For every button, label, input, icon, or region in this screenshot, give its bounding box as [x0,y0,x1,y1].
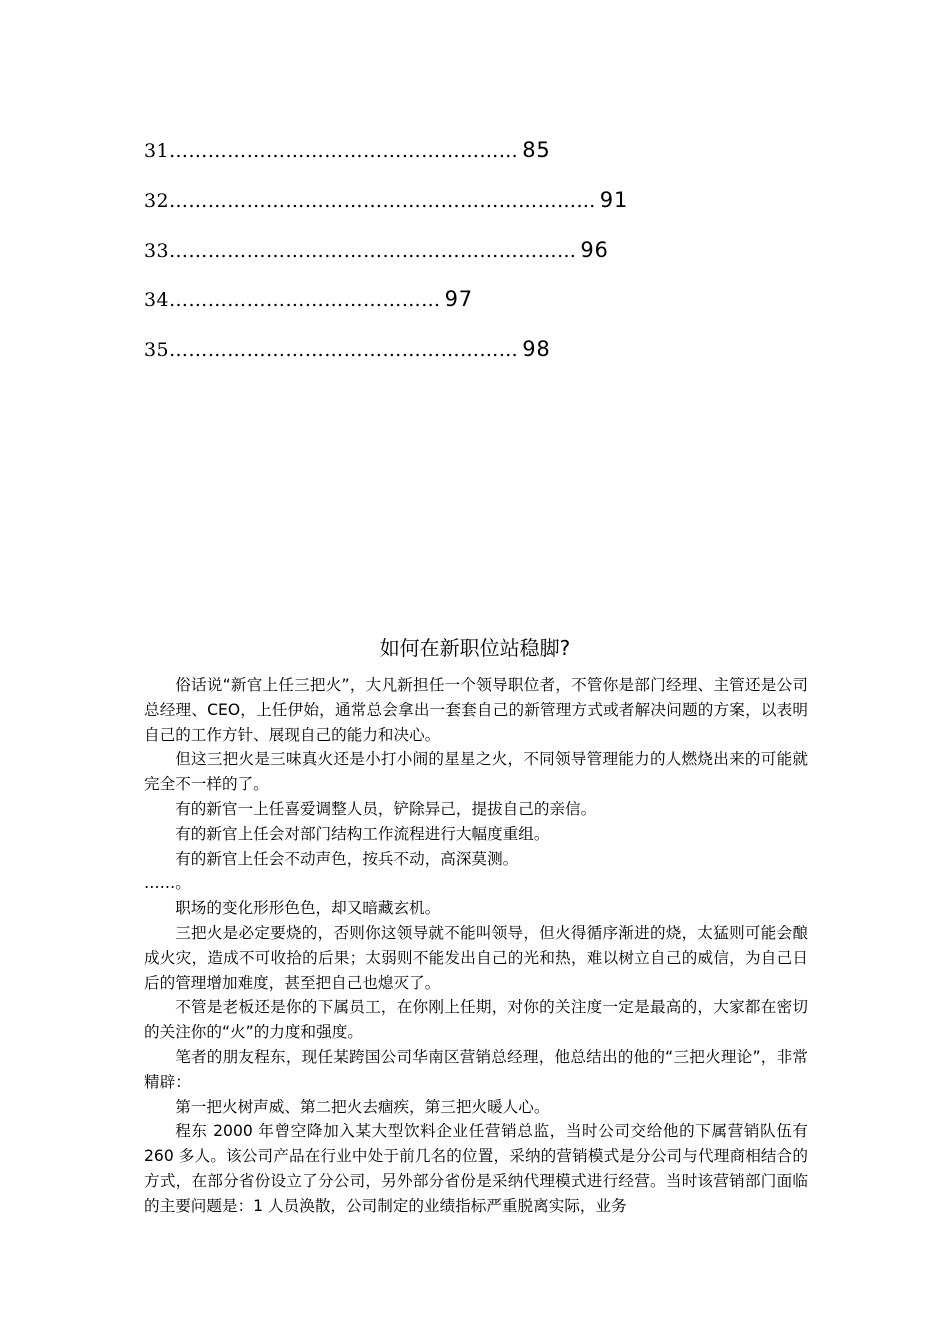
article-paragraph: 不管是老板还是你的下属员工，在你刚上任期，对你的关注度一定是最高的，大家都在密切的关注你的“火”的力度和强度。 [144,998,808,1042]
article-paragraph: 第一把火树声威、第二把火去痼疾，第三把火暖人心。 [175,1097,550,1116]
toc-entry-number: 34 [144,289,169,312]
article-paragraph: 有的新官上任会对部门结构工作流程进行大幅度重组。 [175,824,550,843]
article-paragraph: 三把火是必定要烧的，否则你这领导就不能叫领导，但火得循序渐进的烧，太猛则可能会酿成火灾，造成不可收拾的后果；太弱则不能发出自己的光和热，难以树立自己的威信，为自己日后的管理增加难度，甚至把自己也熄灭了。 [144,923,808,992]
toc-page-number: 96 [580,237,609,262]
toc-leader-dots: ……………………………………………… [168,140,519,162]
article-title: 如何在新职位站稳脚? [379,636,571,660]
toc-page-number: 97 [444,287,473,312]
toc-entry-number: 32 [144,189,169,212]
toc-entry-34[interactable] [144,281,844,331]
toc-entry-33[interactable] [144,232,844,282]
toc-page-number: 98 [522,337,551,362]
toc-entry-32[interactable] [144,182,844,232]
article-paragraph: 俗话说“新官上任三把火”，大凡新担任一个领导职位者，不管你是部门经理、主管还是公司总经理、CEO，上任伊始，通常总会拿出一套套自己的新管理方式或者解决问题的方案，以表明自己的工作方针、展现自己的能力和决心。 [144,676,808,744]
article-body [144,673,808,1219]
article-paragraph: 程东 2000 年曾空降加入某大型饮料企业任营销总监，当时公司交给他的下属营销队伍有 260 多人。该公司产品在行业中处于前几名的位置，采纳的营销模式是分公司与代理商相结合的方式，在部分省份设立了分公司，另外部分省份是采纳代理模式进行经营。当时该营销部门面临的主要问题是：1 人员涣散，公司制定的业绩指标严重脱离实际，业务 [144,1122,808,1215]
toc-entry-number: 31 [144,140,169,162]
toc-leader-dots: ………………………………………………………… [168,189,596,212]
article-paragraph: 有的新官一上任喜爱调整人员，铲除异己，提拔自己的亲信。 [175,799,597,818]
toc-page-number: 91 [599,187,629,212]
toc-entry-35[interactable] [144,331,844,381]
article-paragraph: 笔者的朋友程东，现任某跨国公司华南区营销总经理，他总结出的他的“三把火理论”，非常精辟： [144,1047,808,1091]
toc-leader-dots: …………………………………… [168,289,441,312]
toc-entry-31[interactable] [144,132,844,182]
toc-leader-dots: ……………………………………………… [168,339,519,362]
article-paragraph: 有的新官上任会不动声色，按兵不动，高深莫测。 [175,849,519,868]
table-of-contents [144,132,844,381]
article-paragraph: 但这三把火是三味真火还是小打小闹的星星之火，不同领导管理能力的人燃烧出来的可能就完全不一样的了。 [144,750,808,794]
toc-leader-dots: ……………………………………………………… [168,239,577,262]
toc-page-number: 85 [522,138,551,162]
article-paragraph: 职场的变化形形色色，却又暗藏玄机。 [175,899,441,918]
toc-entry-number: 33 [144,239,169,262]
article-ellipsis: ……。 [144,874,191,893]
toc-entry-number: 35 [144,339,169,362]
